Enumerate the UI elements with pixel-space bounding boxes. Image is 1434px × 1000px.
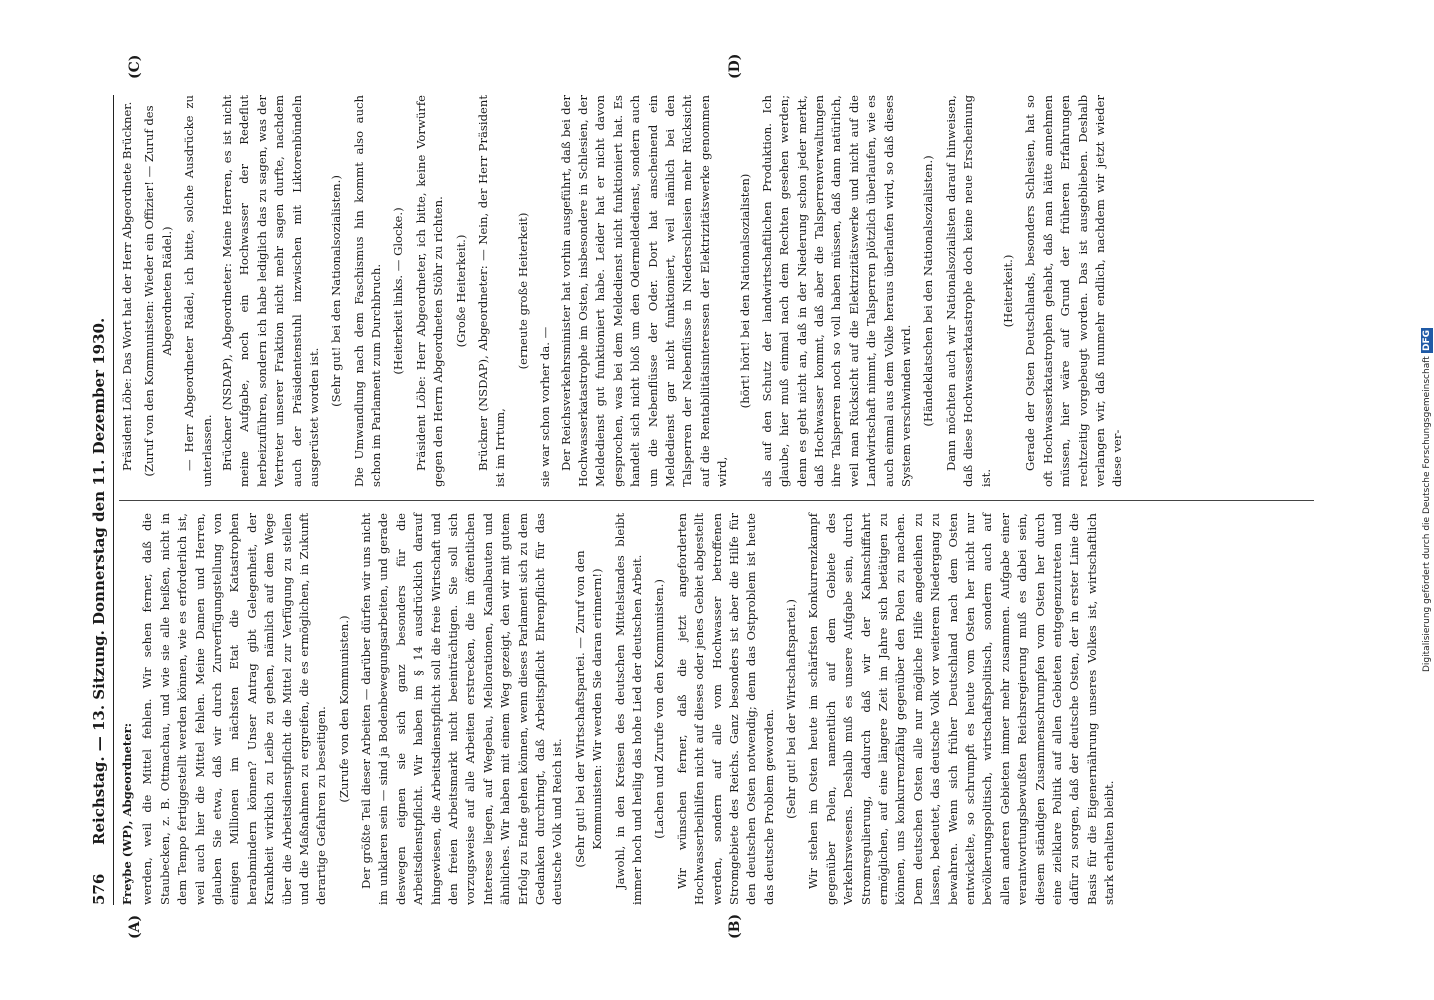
- margin-letter-b: (B): [727, 913, 743, 939]
- interjection: (Lachen und Zurufe von den Kommunisten.): [652, 579, 667, 839]
- speaker-paragraph: Präsident Löbe: Das Wort hat der Herr Abgeordnete Brückner.: [120, 101, 134, 471]
- interjection: (Sehr gut! bei den Nationalsozialisten.): [329, 175, 344, 407]
- interjection: (Händeklatschen bei den Nationalsozialisten.): [921, 155, 936, 427]
- column-divider: [119, 500, 1314, 501]
- paragraph: als auf den Schutz der landwirtschaftlichen Produktion. Ich glaube, hier muß einmal nach dem Rechten gesehen werden; denn es geht nicht an, daß in der Niederung schon jeder merkt, daß Hochwasser kommt, daß aber die Talsperrenverwaltungen ihre Talsperren noch so voll haben müssen, daß dann natürlich, weil man Rücksicht auf die Elektrizitätswerke und nicht auf die Landwirtschaft nimmt, die Talsperren plötzlich überlaufen, wie es auch einmal aus dem Volke heraus überlaufen wird, so daß dieses System verschwinden wird.: [759, 95, 914, 487]
- paragraph: Gerade der Osten Deutschlands, besonders Schlesien, hat so oft Hochwasserkatastrophen gehabt, daß man hätte annehmen müssen, hier wäre auf Grund der früheren Erfahrungen rechtzeitig vorgebeugt worden. Das ist ausgeblieben. Deshalb verlangen wir, daß nunmehr endlich, nachdem wir jetzt wieder diese ver-: [1023, 95, 1125, 487]
- margin-letter-a: (A): [127, 914, 143, 939]
- digitization-credit: [1420, 5, 1434, 995]
- rotated-page: [85, 53, 1325, 939]
- margin-letter-d: (D): [727, 53, 743, 79]
- dfg-logo: DFG: [1422, 330, 1432, 352]
- paragraph: Der Reichsverkehrsminister hat vorhin ausgeführt, daß bei der Hochwasserkatastrophe im Osten, insbesondere in Schlesien, der Meldedienst gut funktioniert habe. Leider hat er nicht davon gesprochen, was bei dem Meldedienst nicht funktioniert hat. Es handelt sich nicht bloß um den Odermeldedienst, sondern auch um die Nebenflüsse der Oder. Dort hat anscheinend ein Meldedienst gar nicht funktioniert, weil nämlich bei den Talsperren der Nebenflüsse in Niederschlesien mehr Rücksicht auf die Rentabilitätsinteressen der Elektrizitätswerke genommen wird,: [558, 95, 730, 487]
- speaker-paragraph: Brückner (NSDAP), Abgeordneter: Meine Herren, es ist nicht meine Aufgabe, noch ein Hochwasser der Redeflut herbeizuführen, sondern ich habe lediglich das zu sagen, was der Vertreter unserer Fraktion nicht mehr sagen durfte, nachdem auch der Präsidentenstuhl inzwischen mit Liktorenbündeln ausgerüstet worden ist.: [219, 95, 321, 487]
- left-column: [119, 513, 1121, 905]
- interjection: (Sehr gut! bei der Wirtschaftspartei.): [784, 599, 799, 819]
- credit-text: Digitalisierung gefördert durch die Deutsche Forschungsgemeinschaft: [1422, 356, 1432, 672]
- speaker-paragraph: Präsident Löbe: Herr Abgeordneter, ich bitte, keine Vorwürfe gegen den Herrn Abgeordneten Stöhr zu richten.: [413, 95, 446, 487]
- paragraph: Die Umwandlung nach dem Faschismus hin kommt also auch schon im Parlament zum Durchbruch.: [351, 95, 384, 487]
- speaker-paragraph: Brückner (NSDAP), Abgeordneter: — Nein, der Herr Präsident ist im Irrtum,: [476, 95, 508, 487]
- interjection: (hört! hört! bei den Nationalsozialisten): [737, 173, 752, 409]
- page-number: 576: [90, 873, 108, 905]
- interjection: (Große Heiterkeit.): [453, 234, 468, 348]
- paragraph: werden, weil die Mittel fehlen. Wir sehen ferner, daß die Staubecken, z. B. Ottmachau, und wie sie alle heißen, nicht in dem Tempo fertiggestellt werden können, wie es erforderlich ist, weil auch hier die Mittel fehlen. Meine Damen und Herren, glauben Sie etwa, daß wir durch Zurverfügungstellung von einigen Millionen im nächsten Etat die Katastrophen herabmindern können? Unser Antrag gibt Gelegenheit, der Krankheit wirklich zu Leibe zu gehen, nämlich auf dem Wege über die Arbeitsdienstpflicht die Mittel zur Verfügung zu stellen und die Maßnahmen zu ergreifen, die es ermöglichen, in Zukunft derartige Gefahren zu beseitigen.: [140, 513, 329, 905]
- running-header: Reichstag. — 13. Sitzung. Donnerstag den 11. Dezember 1930.: [90, 317, 108, 845]
- page-header: [85, 95, 114, 905]
- margin-letter-c: (C): [127, 54, 143, 79]
- paragraph: sie war schon vorher da. —: [538, 326, 553, 487]
- paragraph: Jawohl, in den Kreisen des deutschen Mittelstandes bleibt immer hoch und heilig das hohe Lied der deutschen Arbeit.: [612, 513, 644, 905]
- right-column: [119, 95, 1130, 487]
- paragraph: Wir stehen im Osten heute im schärfsten Konkurrenzkampf gegenüber Polen, namentlich auf dem Gebiete des Verkehrswesens. Deshalb muß es unsere Aufgabe sein, durch Stromregulierung, dadurch daß wir der Kahnschiffahrt ermöglichen, auf eine längere Zeit im Jahre sich betätigen zu können, uns konkurrenzfähig gegenüber den Polen zu machen. Dem deutschen Osten alle nur mögliche Hilfe angedeihen zu lassen, bedeutet, das deutsche Volk vor weiterem Niedergang zu bewahren. Wenn sich früher Deutschland nach dem Osten entwickelte, so schrumpft es heute vom Osten her nicht nur bevölkerungspolitisch, wirtschaftspolitisch, sondern auch auf allen anderen Gebieten immer mehr zusammen. Aufgabe einer verantwortungsbewußten Reichsregierung muß es dabei sein, diesem ständigen Zusammenschrumpfen vom Osten her durch eine zielklare Politik auf allen Gebieten entgegenzutreten und dafür zu sorgen, daß der deutsche Osten, der in erster Linie die Basis für die Eigenernährung unseres Volkes ist, wirtschaftlich stark erhalten bleibt.: [806, 513, 1117, 905]
- interjection: (Heiterkeit.): [1000, 254, 1015, 328]
- paragraph: Wir wünschen ferner, daß die jetzt angeforderten Hochwasserbeihilfen nicht auf dieses oder jenes Gebiet abgestellt werden, sondern auf alle vom Hochwasser betroffenen Stromgebiete des Reichs. Ganz besonders ist aber die Hilfe für den deutschen Osten notwendig; denn das Ostproblem ist heute das deutsche Problem geworden.: [674, 513, 776, 905]
- paragraph: Der größte Teil dieser Arbeiten — darüber dürfen wir uns nicht im unklaren sein — sind ja Bodenbewegungsarbeiten, und gerade deswegen eignen sie sich ganz besonders für die Arbeitsdienstpflicht. Wir haben im § 14 ausdrücklich darauf hingewiesen, die Arbeitsdienstpflicht soll die freie Wirtschaft und den freien Arbeitsmarkt nicht beeinträchtigen. Sie soll sich vorzugsweise auf alle Arbeiten erstrecken, die im öffentlichen Interesse liegen, auf Wegebau, Meliorationen, Kanalbauten und ähnliches. Wir haben mit einem Weg gezeigt, den wir mit gutem Erfolg zu Ende gehen können, wenn dieses Parlament sich zu dem Gedanken durchringt, daß Arbeitspflicht Ehrenpflicht für das deutsche Volk und Reich ist.: [359, 513, 565, 905]
- interjection: (Sehr gut! bei der Wirtschaftspartei. — Zuruf von den Kommunisten: Wir werden Sie daran erinnern!): [572, 550, 605, 868]
- paragraph: — Herr Abgeordneter Rädel, ich bitte, solche Ausdrücke zu unterlassen.: [182, 95, 214, 487]
- interjection: (Zuruf von den Kommunisten: Wieder ein Offizier! — Zuruf des Abgeordneten Rädel.): [142, 105, 174, 477]
- interjection: (Heiterkeit links. — Glocke.): [391, 207, 406, 375]
- paragraph: Dann möchten auch wir Nationalsozialisten darauf hinweisen, daß diese Hochwasserkatastrophe doch keine neue Erscheinung ist.: [943, 95, 993, 487]
- interjection: (Zurufe von den Kommunisten.): [336, 615, 351, 803]
- interjection: (erneute große Heiterkeit): [515, 212, 530, 370]
- speaker-line: Freybe (WP), Abgeordneter:: [120, 722, 134, 905]
